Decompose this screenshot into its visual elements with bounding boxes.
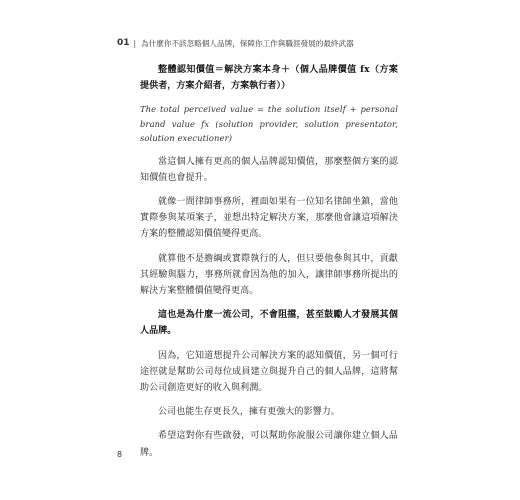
body-paragraph: 因為，它知道想提升公司解決方案的認知價值，另一個可行途徑就是幫助公司每位成員建立與提升自己的個人品牌，這將幫助公司創造更好的收入與利潤。	[140, 350, 398, 394]
body-paragraph: 當這個人擁有更高的個人品牌認知價值，那麼整個方案的認知價值也會提升。	[140, 156, 398, 183]
body-paragraph: 希望這對你有些啟發，可以幫助你說服公司讓你建立個人品牌。	[140, 431, 398, 458]
chapter-number: 01	[117, 38, 130, 48]
header-separator: |	[133, 38, 137, 48]
formula-english: The total perceived value = the solution itself + personal brand value fx (solution provider, solution presentator, solution executioner)	[140, 104, 398, 144]
body-paragraph: 公司也能生存更長久，擁有更強大的影響力。	[158, 407, 341, 418]
formula-chinese: 整體認知價值＝解決方案本身＋（個人品牌價值 fx（方案提供者，方案介紹者，方案執行者））	[140, 65, 398, 92]
emphasis-paragraph: 這也是為什麼一流公司，不會阻擋，甚至鼓勵人才發展其個人品牌。	[140, 310, 398, 337]
page-number: 8	[117, 450, 123, 459]
body-paragraph: 就算他不是擔綱或實際執行的人，但只要他參與其中，貢獻其經驗與腦力，事務所就會因為他的加入，讓律師事務所提出的解決方案整體價值變得更高。	[140, 253, 398, 297]
running-header	[117, 37, 354, 49]
page-body	[140, 62, 398, 469]
body-paragraph: 就像一間律師事務所，裡面如果有一位知名律師坐鎮，當他實際參與某項案子，並想出特定解決方案，那麼他會讓這項解決方案的整體認知價值變得更高。	[140, 197, 398, 240]
chapter-title: 為什麼你不該忽略個人品牌，保障你工作與職涯發展的最終武器	[141, 38, 354, 48]
